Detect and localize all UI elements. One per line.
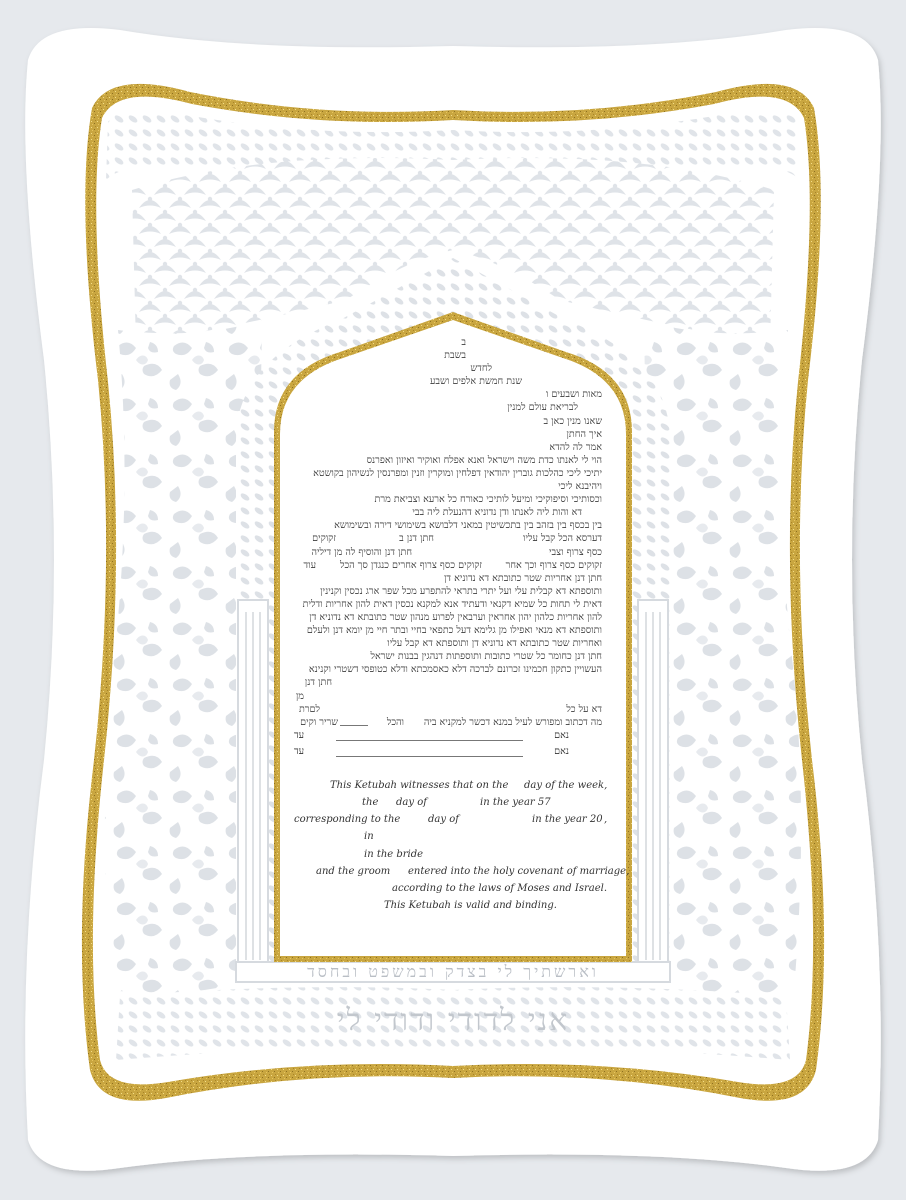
hebrew-line: אמר לה להדא	[549, 441, 602, 453]
hebrew-fragment: שריר וקים	[300, 716, 338, 728]
hebrew-line: ויהיבנא ליכי	[558, 481, 602, 493]
hebrew-fragment: חתן דנן ב	[399, 533, 434, 545]
hebrew-line: שנת חמשת אלפים ושבע	[430, 376, 522, 388]
hebrew-line	[292, 559, 602, 572]
english-line-1b: day of the week,	[524, 780, 608, 791]
hebrew-line: חתן דנן כחומר כל שטרי כתובות ותוספתות דנהגין בבנות ישראל	[370, 651, 602, 663]
signature-line	[336, 740, 523, 741]
hebrew-line: לחדש	[470, 363, 492, 375]
english-line-9: This Ketubah is valid and binding.	[384, 900, 557, 911]
hebrew-line: חתן דנן אחריות שטר כתובתא דא נדוניא דן	[443, 572, 602, 584]
blank-line	[340, 716, 368, 726]
hebrew-line	[292, 532, 602, 545]
hebrew-line: דאית לי תחות כל שמיא דקנאי ודעתיד אנא למקנא נכסין דאית להון אחריות ודלית	[302, 598, 602, 610]
english-line-2a: the	[362, 797, 379, 808]
hebrew-fragment: חתן דנן והוסיף לה מן דיליה	[311, 546, 412, 558]
hebrew-line-text: כסף צרוף וצבי	[549, 546, 602, 558]
hebrew-text	[292, 336, 602, 729]
hebrew-line: איך החתן	[566, 428, 602, 440]
hebrew-line: להון אחריות כלהון יהון אחראין וערבאין לפרוע מנהון שטר כתובתא דא נדוניא דן	[309, 611, 602, 623]
hebrew-line	[292, 716, 602, 729]
hebrew-line-text: מן	[295, 690, 304, 702]
hebrew-line	[292, 690, 602, 703]
hebrew-line: בשבת	[444, 350, 466, 362]
hebrew-line-text: מה דכתוב ומפורש לעיל במנא דכשר למקניא ביה	[423, 716, 602, 728]
hebrew-line	[292, 703, 602, 716]
hebrew-line: לבריאת עולם למנין	[507, 402, 578, 414]
witness-ed-label: עד	[294, 730, 305, 741]
hebrew-fragment: זקוקים כסף צרוף אחרים כנגדן סך הכל	[339, 559, 482, 571]
english-line-5: in the bride	[364, 849, 424, 860]
hebrew-line: שאנו מנין כאן ב	[543, 415, 602, 427]
hebrew-fragment: זקוקים כסף צרוף וכך אחר	[505, 559, 602, 571]
english-line-6: and the groom	[316, 866, 391, 877]
english-line-2c: in the year 57	[480, 797, 551, 808]
hebrew-line: העשויין כתקון חכמינו זכרונם לברכה דלא כאסמכתא ודלא כטופסי דשטרי וקנינא	[308, 664, 602, 676]
hebrew-fragment: דא על כל	[566, 703, 602, 715]
hebrew-line: ב	[461, 337, 466, 348]
bottom-verse: אני לדודי ודודי לי	[336, 1003, 570, 1038]
english-line-4: in	[364, 831, 374, 842]
hebrew-fragment: והכל	[386, 716, 404, 728]
hebrew-line: ותוספתא דא מנאי ואפילו מן גלימא דעל כתפאי בחיי ובתר חיי מן יומא דנן ולעלם	[306, 625, 602, 637]
hebrew-line: וכסותיכי וסיפוקיכי ומיעל לותיכי כאורח כל ארעא וצביאת מרת	[374, 494, 602, 506]
hebrew-line: דא והות ליה לאנתו ודן נדוניא דהנעלת ליה בבי	[412, 507, 582, 519]
hebrew-fragment: חתן דנן	[304, 677, 332, 689]
hebrew-fragment: זקוקים	[312, 533, 336, 545]
hebrew-line: הוי לי לאנתו כדת משה וישראל ואנא אפלח ואוקיר ואיזון ואפרנס	[366, 454, 602, 466]
english-line-7: entered into the holy covenant of marriage,	[408, 866, 630, 877]
hebrew-line-text: עוד	[303, 559, 316, 571]
english-line-3a: corresponding to the	[294, 814, 401, 825]
hebrew-line	[292, 546, 602, 559]
hebrew-line: ותוספתא דא קבלית עלי ועל יתרי בתראי להתפרע מכל שפר ארג נכסין וקנינין	[320, 585, 602, 597]
hebrew-line: מאות ושבעים ו	[545, 389, 602, 401]
witness-line-1	[294, 730, 569, 744]
border-verse: וארשתיך לי בצדק ובמשפט ובחסד	[307, 962, 599, 981]
hebrew-line: ואחריות שטר כתובתא דא נדוניא דן ותוספתא דא קבל עליו	[387, 638, 602, 650]
english-line-3d: ,	[604, 814, 608, 825]
english-line-1: This Ketubah witnesses that on the	[330, 780, 509, 791]
english-line-3b: day of	[428, 814, 459, 825]
hebrew-line: בין בכסף בין בזהב בין בתכשיטין במאני דלבושא בשימושי דירה ובשימושא	[334, 520, 602, 532]
hebrew-line: יתיכי ליכי כהלכות גוברין יהודאין דפלחין ומוקרין וזנין ומפרנסין לנשיהון בקושטא	[313, 467, 602, 479]
witness-label: נאם	[554, 730, 569, 741]
english-line-8: according to the laws of Moses and Israel.	[392, 883, 608, 894]
witness-line-2	[294, 746, 569, 760]
hebrew-line	[292, 676, 602, 689]
english-line-2b: day of	[396, 797, 427, 808]
hebrew-line-text: דערסא הכל קבל עליו	[523, 533, 602, 545]
witness-label: נאם	[554, 746, 569, 757]
english-line-3c: in the year 20	[532, 814, 603, 825]
signature-line	[336, 756, 523, 757]
hebrew-line-text: לםרת	[298, 703, 320, 715]
witness-ed-label: עד	[294, 746, 305, 757]
